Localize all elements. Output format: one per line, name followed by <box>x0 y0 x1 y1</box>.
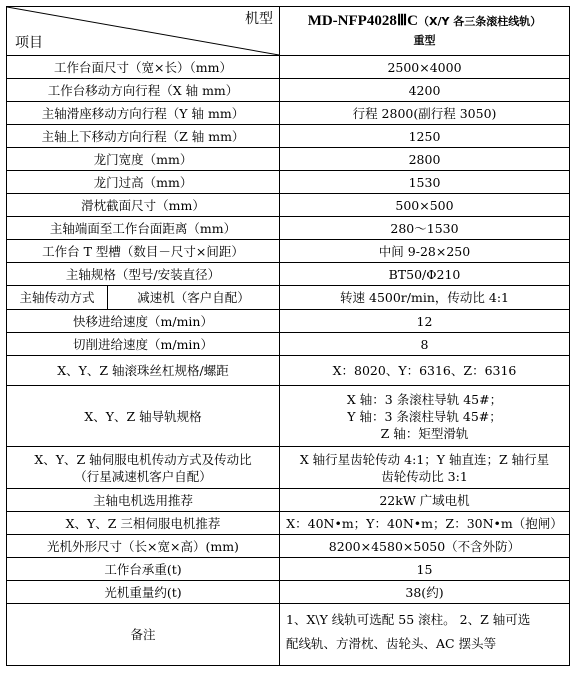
table-row <box>7 512 570 535</box>
header-corner-cell <box>7 7 280 56</box>
row-label: 主轴滑座移动方向行程（Y 轴 mm） <box>7 102 280 125</box>
table-row <box>7 604 570 666</box>
diagonal-divider <box>7 7 279 55</box>
row-label: 主轴上下移动方向行程（Z 轴 mm） <box>7 125 280 148</box>
row-label: X、Y、Z 轴导轨规格 <box>7 386 280 447</box>
label-line: X、Y、Z 轴伺服电机传动方式及传动比 <box>34 451 252 467</box>
table-row <box>7 356 570 386</box>
table-row <box>7 125 570 148</box>
note-line: 配线轨、方滑枕、齿轮头、AC 摆头等 <box>286 636 497 651</box>
row-value: 4200 <box>280 79 570 102</box>
table-row <box>7 447 570 489</box>
model-type: 重型 <box>413 34 436 47</box>
value-line: X 轴：3 条滚柱导轨 45#； <box>346 391 503 407</box>
row-label: 光机重量约(t) <box>7 581 280 604</box>
table-row <box>7 79 570 102</box>
row-value: BT50/Φ210 <box>280 263 570 286</box>
table-row <box>7 286 570 310</box>
spec-table <box>6 6 570 666</box>
row-label: 工作台 T 型槽（数目－尺寸×间距） <box>7 240 280 263</box>
row-value: 12 <box>280 310 570 333</box>
model-suffix: （X/Y 各三条滚柱线轨） <box>418 15 542 28</box>
row-value: 38(约) <box>280 581 570 604</box>
row-label: 光机外形尺寸（长×宽×高）(mm) <box>7 535 280 558</box>
notes-cell <box>280 604 570 666</box>
model-header-cell <box>280 7 570 56</box>
row-label: 主轴端面至工作台面距离（mm） <box>7 217 280 240</box>
row-value: 280～1530 <box>280 217 570 240</box>
row-value: X：40N•m；Y：40N•m；Z：30N•m（抱闸） <box>280 512 570 535</box>
row-value: 1530 <box>280 171 570 194</box>
row-label <box>7 447 280 489</box>
table-row <box>7 217 570 240</box>
table-row <box>7 102 570 125</box>
table-row <box>7 310 570 333</box>
row-label: 滑枕截面尺寸（mm） <box>7 194 280 217</box>
table-row <box>7 240 570 263</box>
row-label: 龙门宽度（mm） <box>7 148 280 171</box>
value-line: Z 轴：矩型滑轨 <box>380 425 469 441</box>
row-value <box>280 386 570 447</box>
row-label: 快移进给速度（m/min） <box>7 310 280 333</box>
row-value: 2500×4000 <box>280 56 570 79</box>
row-label: 工作台面尺寸（宽×长）（mm） <box>7 56 280 79</box>
row-value <box>280 447 570 489</box>
table-row <box>7 194 570 217</box>
row-value: 22kW 广域电机 <box>280 489 570 512</box>
row-label: X、Y、Z 轴滚珠丝杠规格/螺距 <box>7 356 280 386</box>
model-name: MD-NFP4028ⅢC <box>307 13 419 29</box>
row-label-sub: 减速机（客户自配） <box>108 286 280 310</box>
table-row <box>7 56 570 79</box>
row-value: 1250 <box>280 125 570 148</box>
corner-label-model: 机型 <box>245 11 273 27</box>
table-row <box>7 386 570 447</box>
corner-label-item: 项目 <box>15 35 43 51</box>
row-label: 切削进给速度（m/min） <box>7 333 280 356</box>
table-row <box>7 171 570 194</box>
note-line: 1、X\Y 线轨可选配 55 滚柱。 2、Z 轴可选 <box>286 612 531 627</box>
table-row <box>7 535 570 558</box>
row-value: 2800 <box>280 148 570 171</box>
table-row <box>7 148 570 171</box>
header-row <box>7 7 570 56</box>
value-line: X 轴行星齿轮传动 4:1；Y 轴直连；Z 轴行星 <box>299 451 550 467</box>
row-label: 主轴电机选用推荐 <box>7 489 280 512</box>
table-row <box>7 263 570 286</box>
value-line: 齿轮传动比 3:1 <box>381 468 468 484</box>
row-value: 转速 4500r/min，传动比 4:1 <box>280 286 570 310</box>
row-value: 行程 2800(副行程 3050) <box>280 102 570 125</box>
row-label: 备注 <box>7 604 280 666</box>
value-line: Y 轴：3 条滚柱导轨 45#； <box>347 408 502 424</box>
row-value: 中间 9-28×250 <box>280 240 570 263</box>
row-label: 工作台承重(t) <box>7 558 280 581</box>
table-row <box>7 558 570 581</box>
row-value: 8 <box>280 333 570 356</box>
row-label: X、Y、Z 三相伺服电机推荐 <box>7 512 280 535</box>
table-row <box>7 581 570 604</box>
row-value: X：8020、Y：6316、Z：6316 <box>280 356 570 386</box>
table-row <box>7 333 570 356</box>
row-value: 8200×4580×5050（不含外防） <box>280 535 570 558</box>
row-value: 500×500 <box>280 194 570 217</box>
table-row <box>7 489 570 512</box>
row-value: 15 <box>280 558 570 581</box>
row-label: 主轴规格（型号/安装直径） <box>7 263 280 286</box>
row-label: 龙门过高（mm） <box>7 171 280 194</box>
row-label: 工作台移动方向行程（X 轴 mm） <box>7 79 280 102</box>
row-label-group: 主轴传动方式 <box>7 286 108 310</box>
label-line: （行星减速机客户自配） <box>74 468 212 484</box>
